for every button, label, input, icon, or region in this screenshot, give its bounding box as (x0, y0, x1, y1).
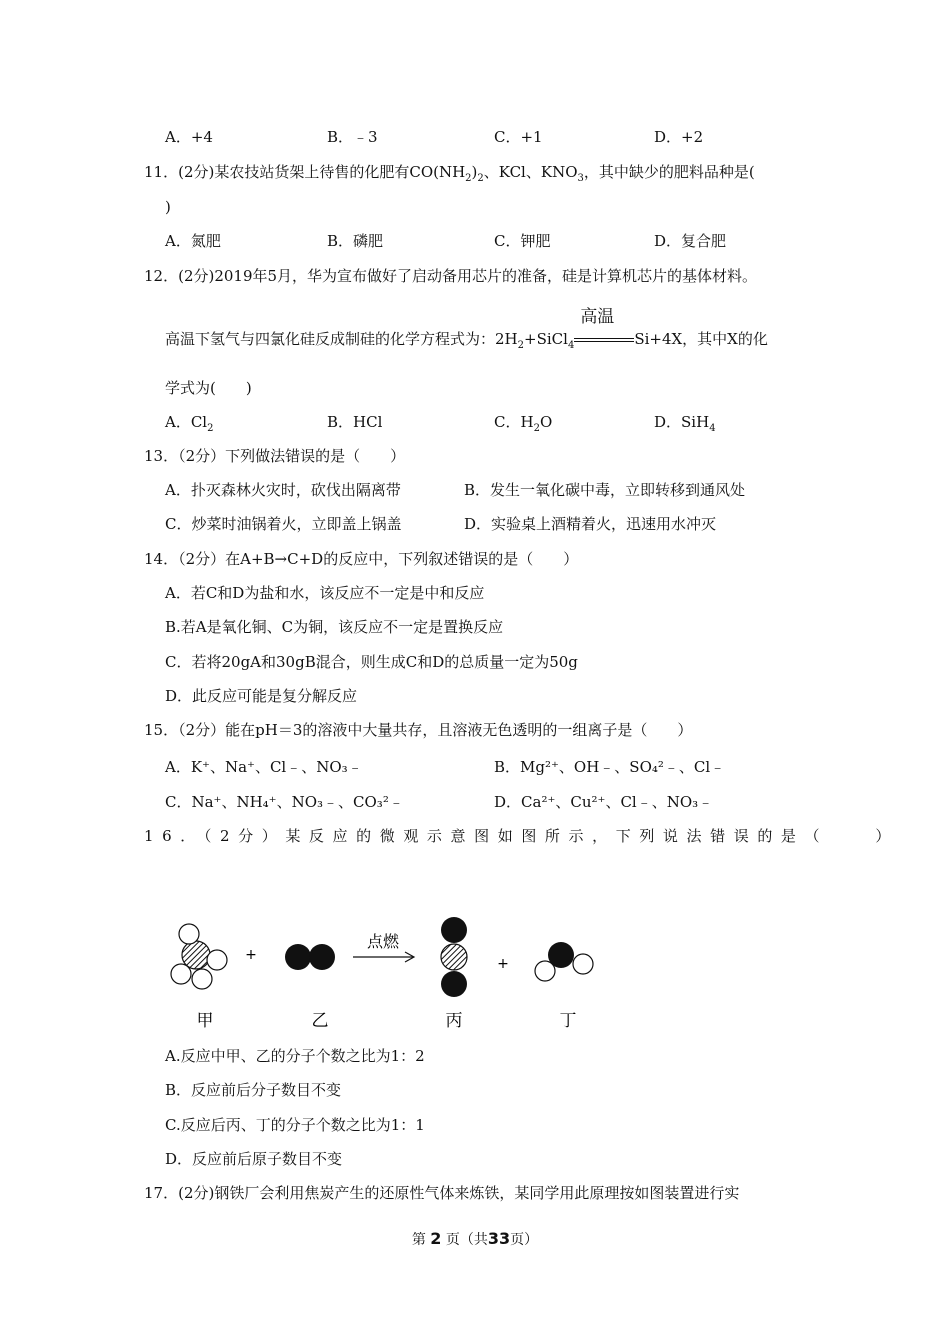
black-atom (441, 917, 467, 943)
q12-equation-pre: 高温下氢气与四氯化硅反成制硅的化学方程式为：2H (165, 330, 518, 348)
q15-option-b: B．Mg²⁺、OH﹣、SO₄²﹣、Cl﹣ (494, 758, 726, 776)
q13-option-d: D．实验桌上酒精着火，迅速用水冲灭 (464, 515, 717, 533)
reaction-condition-label: 高温 (580, 307, 615, 327)
q10-option-b: B．﹣3 (327, 128, 378, 146)
molecule-bing (441, 917, 467, 997)
q10-option-d: D．+2 (654, 128, 704, 146)
q17-stem: 17．(2分)钢铁厂会利用焦炭产生的还原性气体来炼铁，某同学用此原理按如图装置进行实 (144, 1184, 740, 1202)
q14-stem: 14．（2分）在A+B→C+D的反应中，下列叙述错误的是（ ） (144, 550, 579, 568)
q15-option-a: A．K⁺、Na⁺、Cl﹣、NO₃﹣ (165, 758, 363, 776)
q11-stem-paren: ) (471, 163, 478, 181)
q16-option-c: C.反应后丙、丁的分子个数之比为1：1 (165, 1116, 425, 1134)
q14-option-d: D．此反应可能是复分解反应 (165, 687, 358, 705)
white-atom (192, 969, 212, 989)
white-atom (207, 950, 227, 970)
reaction-diagram (150, 905, 610, 1035)
q11-stem: 11．(2分)某农技站货架上待售的化肥有$CO(NH_2)_2$、KCl、$KNO_3$，其中缺少的肥料品种是( (144, 163, 755, 184)
q12-option-b: B．HCl (327, 413, 383, 431)
arrow-condition-label: 点燃 (366, 932, 400, 951)
q12-option-c-pre: C．H (494, 413, 534, 431)
footer-pre: 第 (411, 1232, 426, 1248)
q15-option-d: D．Ca²⁺、Cu²⁺、Cl﹣、NO₃﹣ (494, 793, 714, 811)
black-atom (309, 944, 335, 970)
black-atom (548, 942, 574, 968)
total-pages: 33 (487, 1229, 511, 1248)
q10-option-c: C．+1 (494, 128, 543, 146)
molecule-yi (285, 944, 335, 970)
reaction-condition-equals (574, 307, 634, 349)
q14-option-c: C．若将20gA和30gB混合，则生成C和D的总质量一定为50g (165, 653, 578, 671)
white-atom (171, 964, 191, 984)
q11-option-a: A．氮肥 (165, 232, 221, 250)
molecule-jia (171, 924, 227, 989)
q11-option-b: B．磷肥 (327, 232, 384, 250)
q15-stem: 15．（2分）能在pH＝3的溶液中大量共存，且溶液无色透明的一组离子是（ ） (144, 721, 693, 739)
black-atom (441, 971, 467, 997)
q12-option-d: D．SiH$_4$ (654, 413, 716, 434)
black-atom (285, 944, 311, 970)
q11-stem-cont: ) (165, 198, 171, 216)
q12-option-a-text: A．Cl (165, 413, 208, 431)
hatched-atom (441, 944, 467, 970)
q13-option-a: A．扑灭森林火灾时，砍伐出隔离带 (165, 481, 401, 499)
q13-option-c: C．炒菜时油锅着火，立即盖上锅盖 (165, 515, 402, 533)
q13-option-b: B．发生一氧化碳中毒，立即转移到通风处 (464, 481, 746, 499)
q12-option-a: A．$Cl_2$ (165, 413, 214, 434)
q16-option-d: D．反应前后原子数目不变 (165, 1150, 343, 1168)
q12-option-d-text: D．SiH (654, 413, 710, 431)
white-atom (179, 924, 199, 944)
q12-stem-line1: 12．(2分)2019年5月，华为宣布做好了启动备用芯片的准备，硅是计算机芯片的基体材料。 (144, 267, 758, 285)
q12-option-c-post: O (539, 413, 553, 431)
plus-sign-1: + (245, 947, 257, 963)
q12-equation-line: 高温下氢气与四氯化硅反成制硅的化学方程式为：$2H_2+SiCl_4$ 高温 Si+4X，其中X的化 (165, 307, 768, 351)
reaction-arrow-icon (353, 952, 414, 962)
q11-stem-tail: ，其中缺少的肥料品种是( (583, 163, 755, 181)
q16-option-b: B．反应前后分子数目不变 (165, 1081, 342, 1099)
q12-equation-post: Si+4X，其中X的化 (634, 330, 768, 348)
label-yi: 乙 (311, 1011, 329, 1031)
molecule-ding (535, 942, 593, 981)
q16-stem: 16．（2分）某反应的微观示意图如图所示，下列说法错误的是（ ） (144, 827, 899, 845)
q14-option-b: B.若A是氧化铜、C为铜，该反应不一定是置换反应 (165, 618, 504, 636)
white-atom (573, 954, 593, 974)
q11-stem-mid: 、KCl、KNO (483, 163, 578, 181)
q12-equation-mid: +SiCl (524, 330, 568, 348)
q15-option-c: C．Na⁺、NH₄⁺、NO₃﹣、CO₃²﹣ (165, 793, 404, 811)
label-jia: 甲 (196, 1011, 214, 1031)
page-footer (0, 1229, 950, 1249)
footer-post: 页） (510, 1232, 539, 1248)
q13-stem: 13．（2分）下列做法错误的是（ ） (144, 447, 406, 465)
q14-option-a: A．若C和D为盐和水，该反应不一定是中和反应 (165, 584, 485, 602)
label-ding: 丁 (559, 1011, 577, 1031)
double-line-sign (574, 338, 634, 342)
q12-option-c: C．$H_2O$ (494, 413, 553, 434)
q10-option-a: A．+4 (165, 128, 213, 146)
q11-stem-prefix: 11．(2分)某农技站货架上待售的化肥有CO(NH (144, 163, 466, 181)
page-number: 2 (430, 1229, 442, 1248)
plus-sign-2: + (497, 956, 509, 972)
footer-mid: 页（共 (445, 1232, 488, 1248)
q16-option-a: A.反应中甲、乙的分子个数之比为1：2 (165, 1047, 425, 1065)
label-bing: 丙 (445, 1011, 463, 1031)
q12-stem-line3: 学式为( ) (165, 379, 252, 397)
q11-option-c: C．钾肥 (494, 232, 551, 250)
q11-option-d: D．复合肥 (654, 232, 727, 250)
